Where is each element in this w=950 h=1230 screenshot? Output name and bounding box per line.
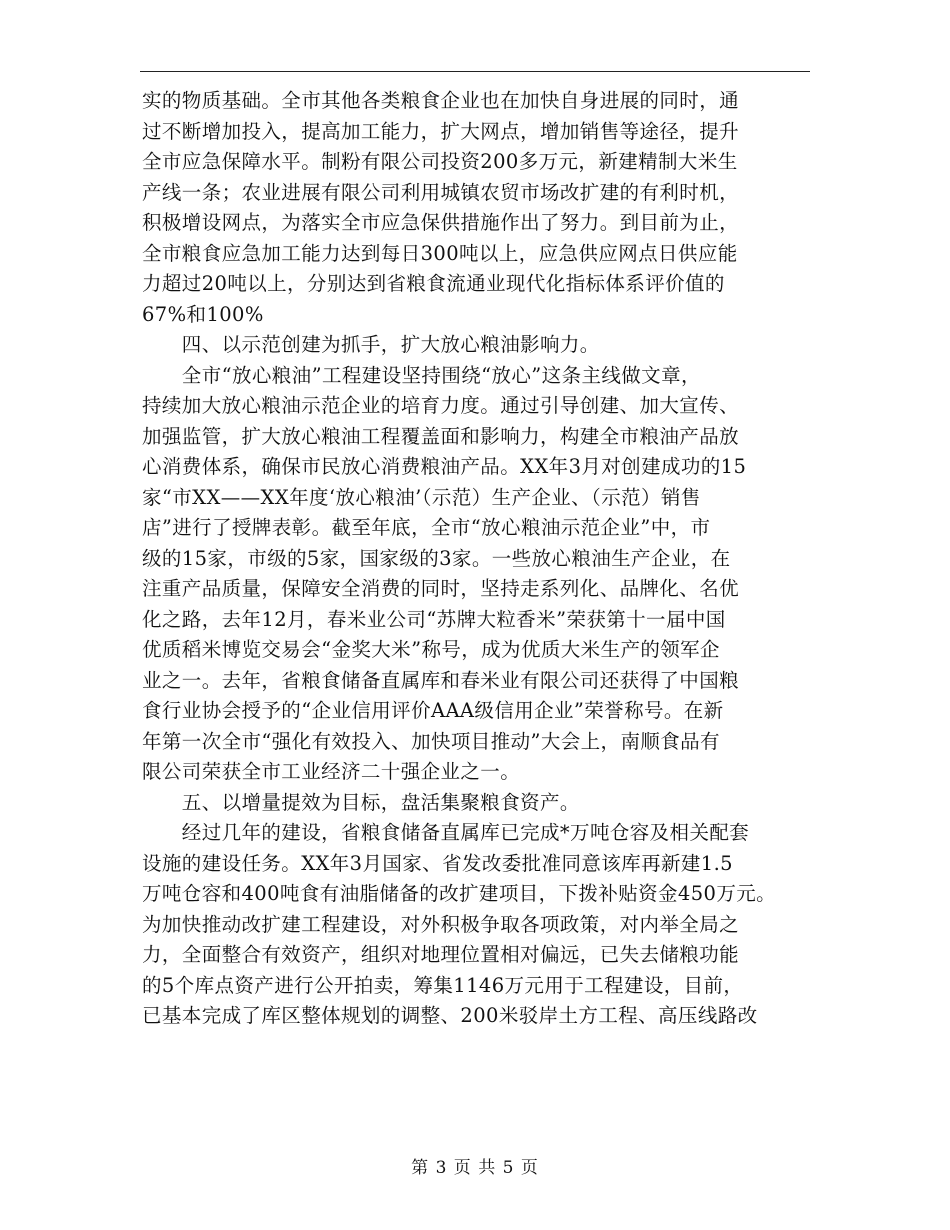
text-line: 过不断增加投入，提高加工能力，扩大网点，增加销售等途径，提升 [142, 119, 740, 143]
text-line: 积极增设网点，为落实全市应急保供措施作出了努力。到目前为止， [142, 211, 740, 234]
text-line: 级的15家，市级的5家，国家级的3家。一些放心粮油生产企业，在 [142, 546, 731, 570]
text-line: 注重产品质量，保障安全消费的同时，坚持走系列化、品牌化、名优 [142, 577, 740, 600]
text-line: 全市“放心粮油”工程建设坚持围绕“放心”这条主线做文章， [142, 363, 701, 387]
text-line: 优质稻米博览交易会“金奖大米”称号，成为优质大米生产的领军企 [142, 638, 720, 661]
text-line: 限公司荣获全市工业经济二十强企业之一。 [142, 760, 521, 783]
text-line: 力，全面整合有效资产，组织对地理位置相对偏远，已失去储粮功能 [142, 943, 740, 966]
text-line: 已基本完成了库区整体规划的调整、200米驳岸土方工程、高压线路改 [142, 1004, 758, 1027]
text-line: 全市应急保障水平。制粉有限公司投资200多万元，新建精制大米生 [142, 150, 738, 173]
text-line: 万吨仓容和400吨食有油脂储备的改扩建项目，下拨补贴资金450万元。 [142, 882, 777, 905]
text-line: 67%和100% [142, 302, 264, 326]
page-number: 第 3 页 共 5 页 [411, 1158, 539, 1178]
text-line: 的5个库点资产进行公开拍卖，筹集1146万元用于工程建设，目前， [142, 973, 744, 997]
text-line: 年第一次全市“强化有效投入、加快项目推动”大会上，南顺食品有 [142, 729, 720, 753]
text-line: 为加快推动改扩建工程建设，对外积极争取各项政策，对内举全局之 [142, 912, 740, 936]
text-line: 持续加大放心粮油示范企业的培育力度。通过引导创建、加大宣传、 [142, 394, 740, 417]
text-line: 店”进行了授牌表彰。截至年底，全市“放心粮油示范企业”中，市 [142, 516, 711, 539]
text-line: 加强监管，扩大放心粮油工程覆盖面和影响力，构建全市粮油产品放 [142, 424, 740, 448]
text-line: 力超过20吨以上，分别达到省粮食流通业现代化指标体系评价值的 [142, 272, 725, 295]
text-line: 食行业协会授予的“企业信用评价AAA级信用企业”荣誉称号。在新 [142, 699, 724, 722]
text-line: 家“市XX——XX年度‘放心粮油’（示范）生产企业、（示范）销售 [142, 485, 701, 509]
section-heading: 四、以示范创建为抓手，扩大放心粮油影响力。 [142, 333, 600, 356]
text-line: 实的物质基础。全市其他各类粮食企业也在加快自身进展的同时，通 [142, 89, 740, 112]
section-heading: 五、以增量提效为目标，盘活集聚粮食资产。 [142, 790, 580, 814]
text-line: 化之路，去年12月，春米业公司“苏牌大粒香米”荣获第十一届中国 [142, 607, 726, 631]
text-line: 经过几年的建设，省粮食储备直属库已完成*万吨仓容及相关配套 [142, 821, 750, 844]
text-line: 设施的建设任务。XX年3月国家、省发改委批准同意该库再新建1.5 [142, 851, 733, 875]
header-rule [140, 71, 810, 72]
text-line: 产线一条；农业进展有限公司利用城镇农贸市场改扩建的有利时机， [142, 180, 740, 204]
text-line: 心消费体系，确保市民放心消费粮油产品。XX年3月对创建成功的15 [142, 455, 747, 478]
text-line: 业之一。去年，省粮食储备直属库和春米业有限公司还获得了中国粮 [142, 668, 740, 692]
document-body [142, 86, 822, 1032]
text-line: 全市粮食应急加工能力达到每日300吨以上，应急供应网点日供应能 [142, 241, 738, 265]
